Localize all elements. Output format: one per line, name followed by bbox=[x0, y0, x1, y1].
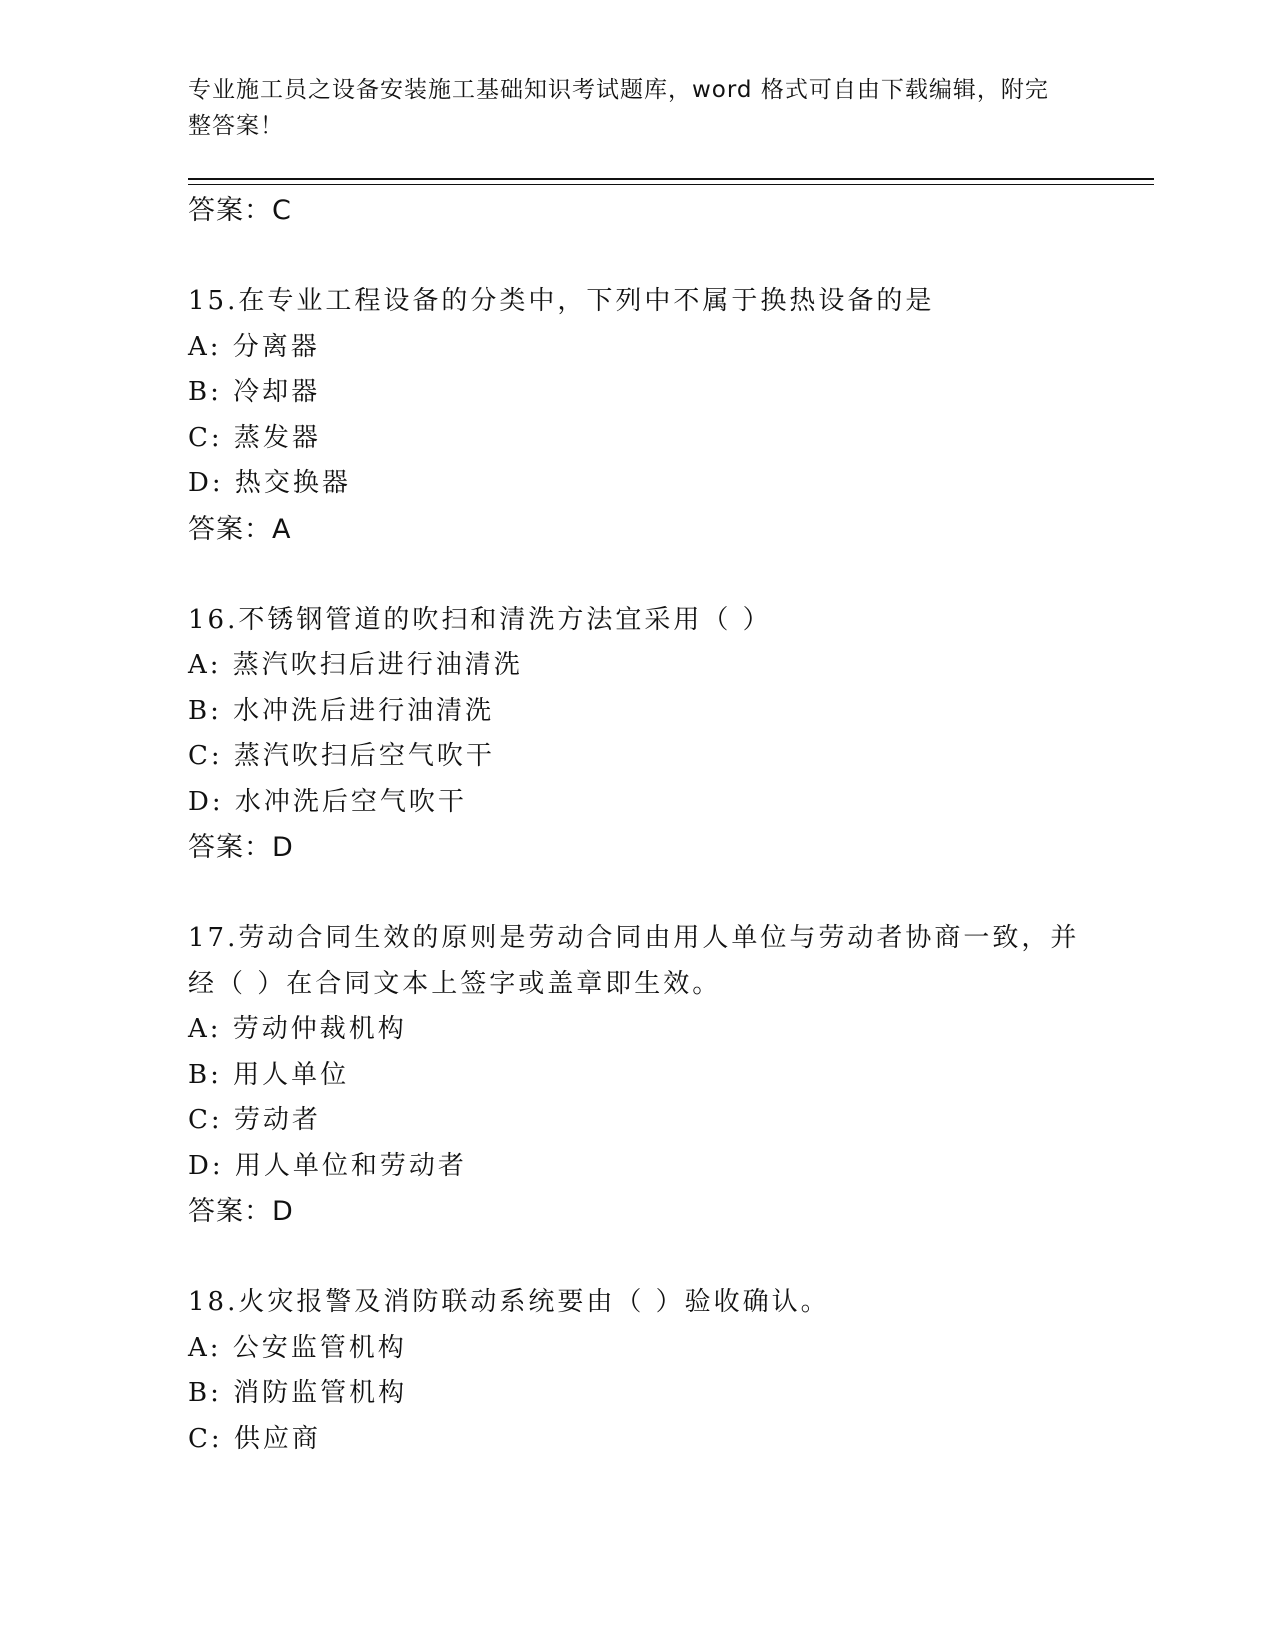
question-list bbox=[188, 188, 1088, 1462]
spacer bbox=[188, 871, 1088, 917]
option-c: C: 供应商 bbox=[188, 1423, 321, 1454]
question-block bbox=[188, 279, 1088, 552]
previous-answer: 答案：C bbox=[188, 195, 292, 226]
option-b: B: 水冲洗后进行油清洗 bbox=[188, 695, 495, 726]
spacer bbox=[188, 552, 1088, 598]
option-d: D: 热交换器 bbox=[188, 468, 351, 498]
question-stem-line-2: 经（ ）在合同文本上签字或盖章即生效。 bbox=[188, 968, 722, 999]
option-a: A: 蒸汽吹扫后进行油清洗 bbox=[188, 650, 523, 680]
header-divider-thin bbox=[188, 184, 1154, 185]
option-b: B: 用人单位 bbox=[188, 1059, 350, 1090]
question-stem-line-1: 17.劳动合同生效的原则是劳动合同由用人单位与劳动者协商一致，并 bbox=[188, 923, 1080, 953]
question-block bbox=[188, 1280, 1088, 1462]
spacer bbox=[188, 1235, 1088, 1281]
answer-line: 答案：D bbox=[188, 1196, 294, 1227]
option-b: B: 冷却器 bbox=[188, 377, 321, 407]
option-c: C: 蒸发器 bbox=[188, 422, 321, 453]
header-title-line-2: 整答案！ bbox=[188, 113, 284, 139]
question-block bbox=[188, 598, 1088, 871]
document-header bbox=[188, 72, 1068, 144]
option-c: C: 蒸汽吹扫后空气吹干 bbox=[188, 741, 495, 771]
option-a: A: 劳动仲裁机构 bbox=[188, 1014, 407, 1044]
option-a: A: 公安监管机构 bbox=[188, 1332, 407, 1363]
option-d: D: 水冲洗后空气吹干 bbox=[188, 786, 467, 817]
spacer bbox=[188, 234, 1088, 280]
header-divider-thick bbox=[188, 178, 1154, 180]
question-block bbox=[188, 916, 1088, 1235]
question-stem: 16.不锈钢管道的吹扫和清洗方法宜采用（ ） bbox=[188, 604, 772, 635]
question-stem: 15.在专业工程设备的分类中，下列中不属于换热设备的是 bbox=[188, 286, 935, 316]
option-b: B: 消防监管机构 bbox=[188, 1378, 408, 1408]
answer-line: 答案：D bbox=[188, 832, 294, 863]
question-stem: 18.火灾报警及消防联动系统要由（ ）验收确认。 bbox=[188, 1287, 830, 1317]
answer-line: 答案：A bbox=[188, 513, 292, 545]
option-a: A: 分离器 bbox=[188, 331, 320, 362]
header-title-line-1: 专业施工员之设备安装施工基础知识考试题库，word 格式可自由下载编辑，附完 bbox=[188, 77, 1049, 103]
option-c: C: 劳动者 bbox=[188, 1105, 321, 1135]
option-d: D: 用人单位和劳动者 bbox=[188, 1150, 467, 1181]
